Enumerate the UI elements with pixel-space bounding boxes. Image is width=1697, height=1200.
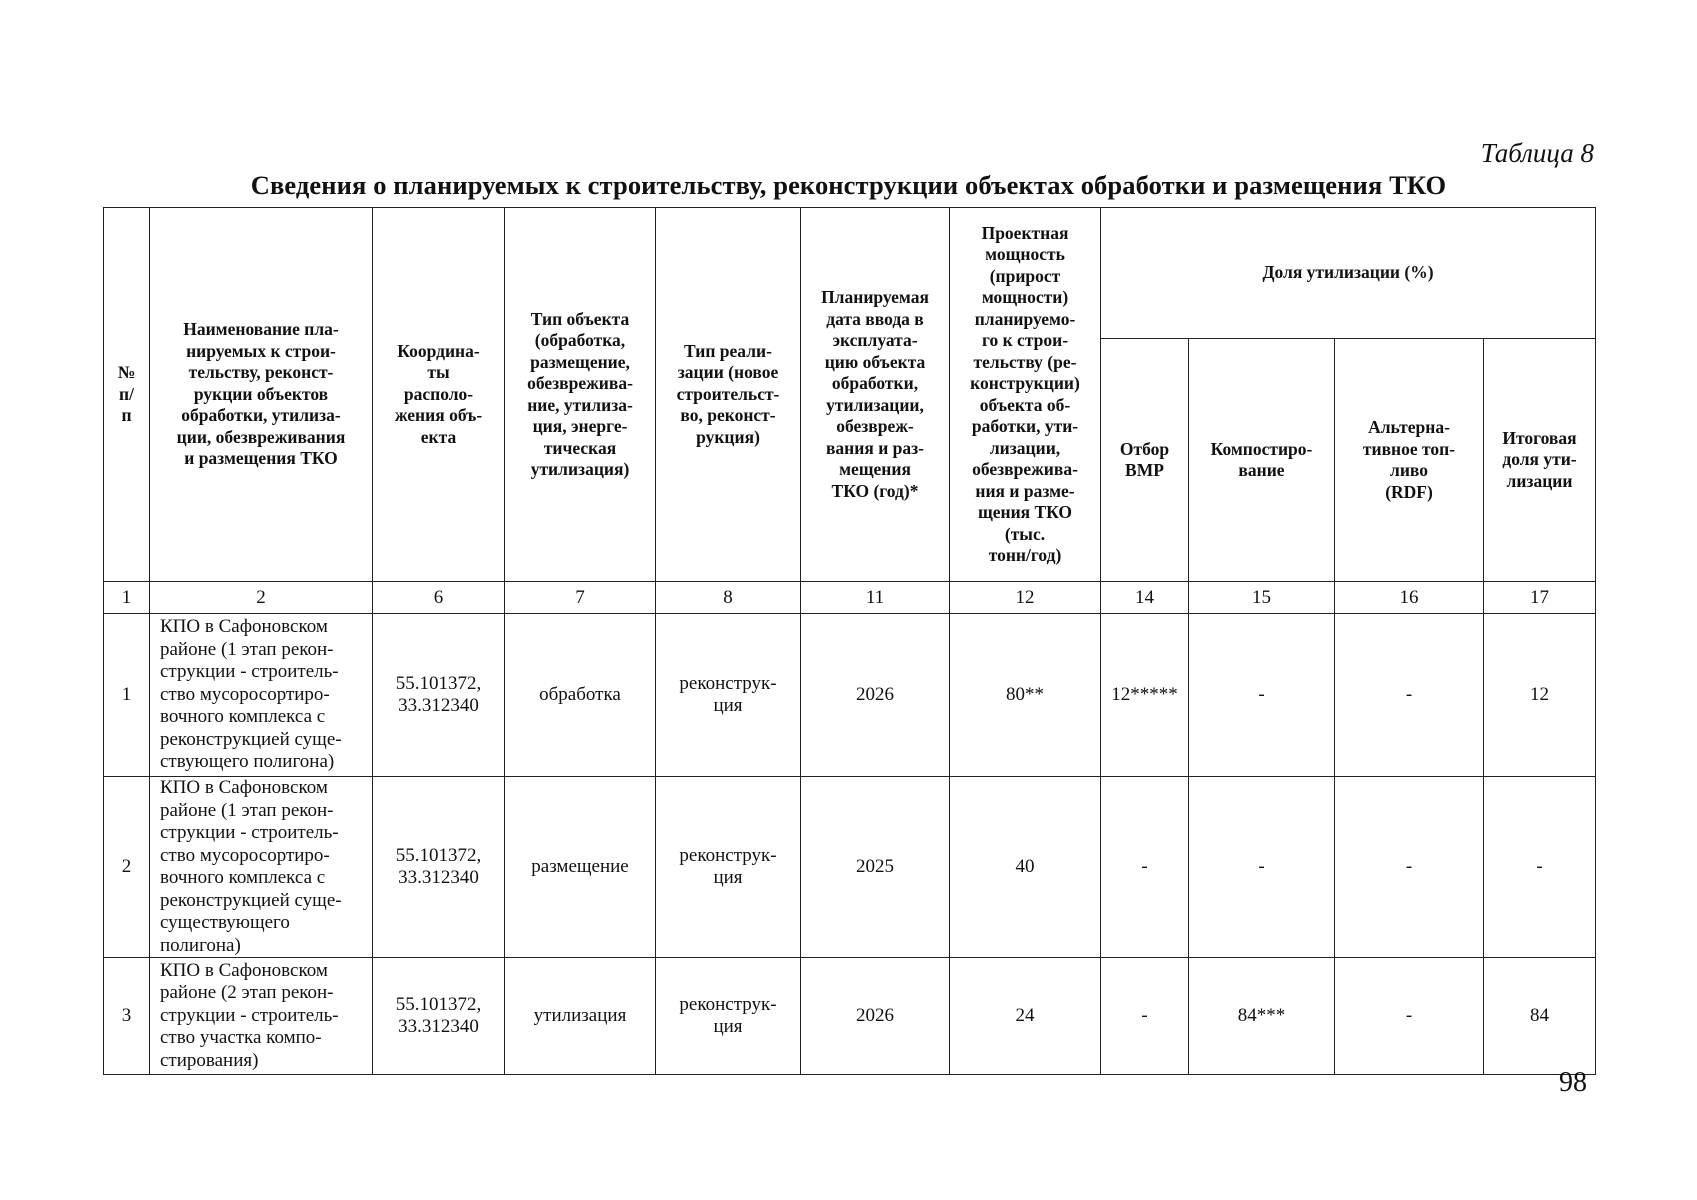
row-compost: - (1189, 614, 1335, 777)
column-number: 17 (1484, 582, 1596, 614)
header-object-type: Тип объекта (обработка, размещение, обезврежива- ние, утилиза- ция, энерге- тическая утилизация) (505, 208, 656, 582)
row-num: 1 (104, 614, 150, 777)
row-object-type: обработка (505, 614, 656, 777)
row-num: 2 (104, 777, 150, 958)
header-compost: Компостиро- вание (1189, 339, 1335, 582)
header-planned-date: Планируемая дата ввода в эксплуата- цию объекта обработки, утилизации, обезвреж- вания и раз- мещения ТКО (год)* (801, 208, 950, 582)
row-capacity: 80** (950, 614, 1101, 777)
row-coords: 55.101372, 33.312340 (373, 958, 505, 1075)
row-rdf: - (1335, 614, 1484, 777)
column-number: 1 (104, 582, 150, 614)
row-total: - (1484, 777, 1596, 958)
table-caption-label: Таблица 8 (1480, 138, 1594, 168)
header-total: Итоговая доля ути- лизации (1484, 339, 1596, 582)
row-rdf: - (1335, 777, 1484, 958)
row-num: 3 (104, 958, 150, 1075)
header-realization-type: Тип реали- зации (новое строительст- во, реконст- рукция) (656, 208, 801, 582)
header-rdf: Альтерна- тивное топ- ливо (RDF) (1335, 339, 1484, 582)
table-row (104, 777, 1596, 958)
header-utilization-group: Доля утилизации (%) (1101, 208, 1596, 339)
row-vmr: - (1101, 777, 1189, 958)
row-rdf: - (1335, 958, 1484, 1075)
header-coords: Координа- ты располо- жения объ- екта (373, 208, 505, 582)
column-number: 6 (373, 582, 505, 614)
row-name: КПО в Сафоновском районе (2 этап рекон- струкции - строитель- ство участка компо- стирования) (150, 958, 373, 1075)
row-vmr: 12***** (1101, 614, 1189, 777)
row-compost: 84*** (1189, 958, 1335, 1075)
row-name: КПО в Сафоновском районе (1 этап рекон- струкции - строитель- ство мусоросортиро- вочного комплекса с реконструкцией суще- существующего полигона) (150, 777, 373, 958)
row-planned-date: 2025 (801, 777, 950, 958)
row-capacity: 24 (950, 958, 1101, 1075)
row-planned-date: 2026 (801, 614, 950, 777)
row-total: 12 (1484, 614, 1596, 777)
page-number: 98 (1559, 1067, 1587, 1098)
header-capacity: Проектная мощность (прирост мощности) планируемо- го к строи- тельству (ре- конструкции) объекта об- работки, ути- лизации, обезврежива- ния и разме- щения ТКО (тыс. тонн/год) (950, 208, 1101, 582)
header-num: № п/ п (104, 208, 150, 582)
header-row-1 (104, 208, 1596, 339)
row-object-type: утилизация (505, 958, 656, 1075)
planned-facilities-table (103, 207, 1596, 1075)
row-realization-type: реконструк- ция (656, 614, 801, 777)
column-number-row (104, 582, 1596, 614)
column-number: 15 (1189, 582, 1335, 614)
row-compost: - (1189, 777, 1335, 958)
row-name: КПО в Сафоновском районе (1 этап рекон- струкции - строитель- ство мусоросортиро- вочного комплекса с реконструкцией суще- ствующего полигона) (150, 614, 373, 777)
column-number: 12 (950, 582, 1101, 614)
header-vmr: Отбор ВМР (1101, 339, 1189, 582)
row-total: 84 (1484, 958, 1596, 1075)
row-vmr: - (1101, 958, 1189, 1075)
row-capacity: 40 (950, 777, 1101, 958)
column-number: 7 (505, 582, 656, 614)
table-row (104, 958, 1596, 1075)
column-number: 14 (1101, 582, 1189, 614)
row-realization-type: реконструк- ция (656, 958, 801, 1075)
row-object-type: размещение (505, 777, 656, 958)
table-row (104, 614, 1596, 777)
column-number: 16 (1335, 582, 1484, 614)
column-number: 11 (801, 582, 950, 614)
header-name: Наименование пла- нируемых к строи- тельству, реконст- рукции объектов обработки, утилиза- ции, обезвреживания и размещения ТКО (150, 208, 373, 582)
row-planned-date: 2026 (801, 958, 950, 1075)
row-coords: 55.101372, 33.312340 (373, 777, 505, 958)
row-realization-type: реконструк- ция (656, 777, 801, 958)
table-title: Сведения о планируемых к строительству, реконструкции объектах обработки и размещения ТКО (250, 170, 1447, 200)
column-number: 8 (656, 582, 801, 614)
row-coords: 55.101372, 33.312340 (373, 614, 505, 777)
column-number: 2 (150, 582, 373, 614)
